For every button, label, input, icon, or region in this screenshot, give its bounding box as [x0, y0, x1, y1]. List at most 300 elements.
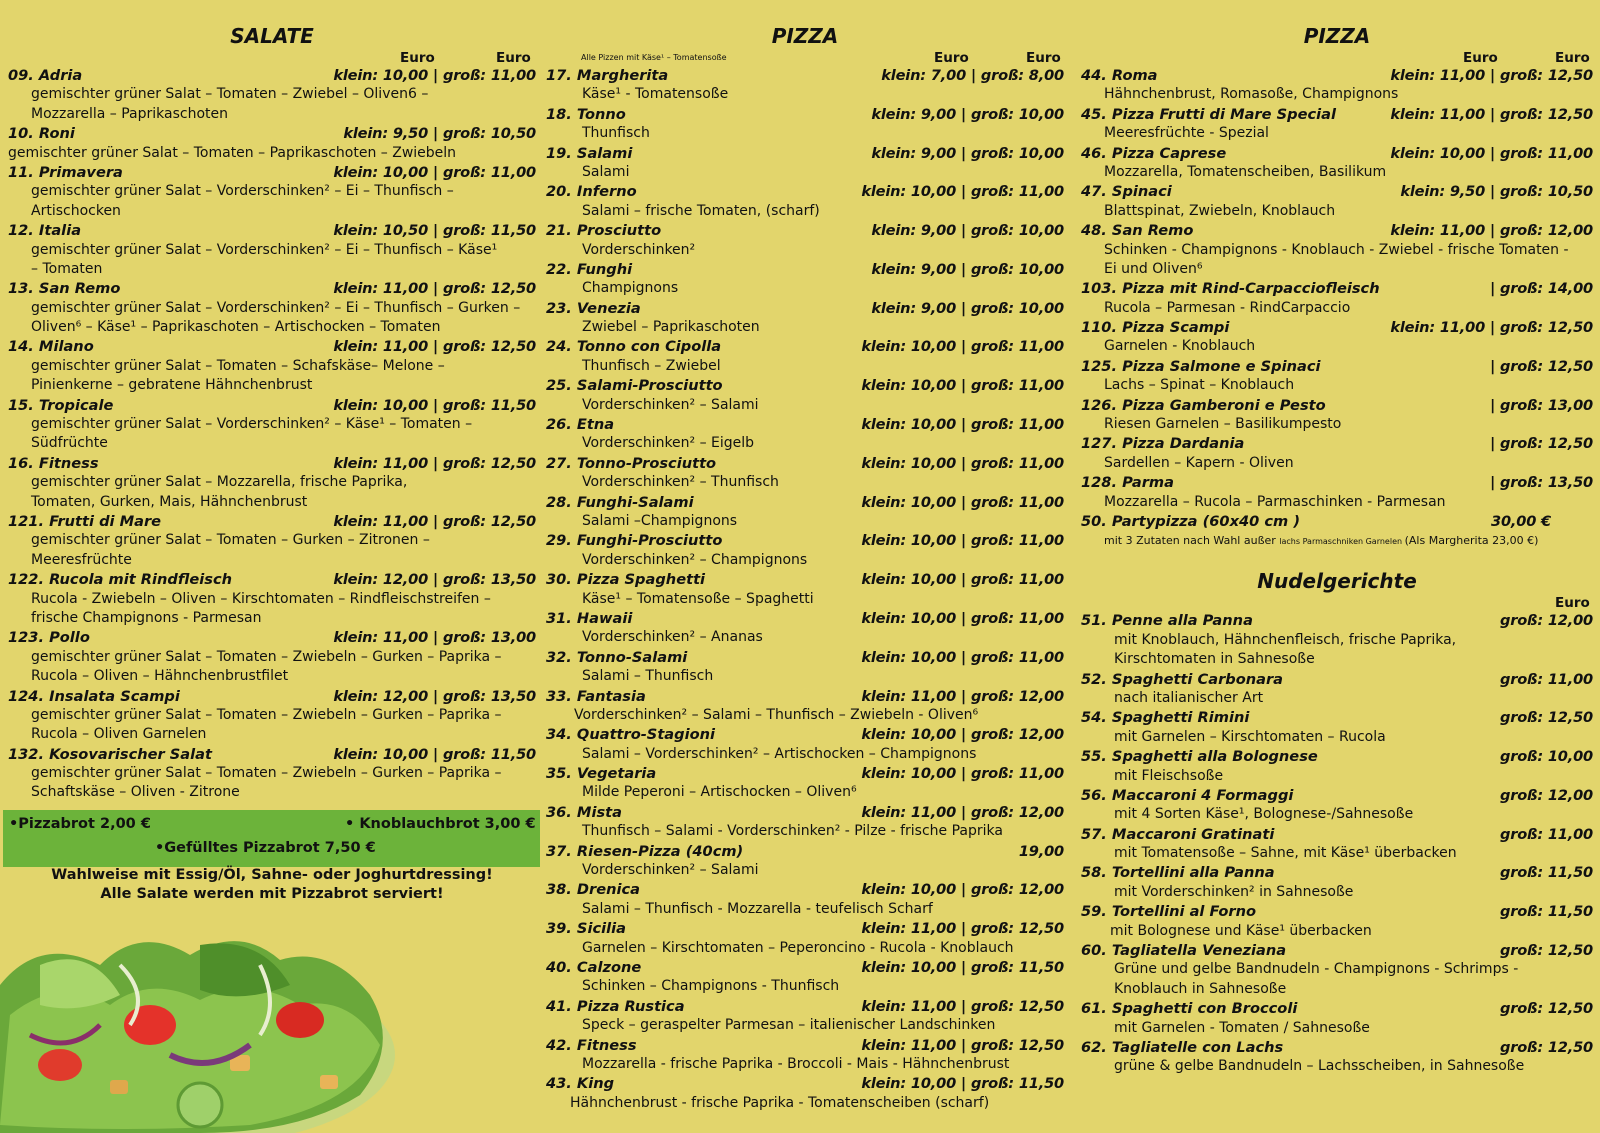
menu-item: [546, 880, 1064, 919]
item-description: Salami: [582, 163, 630, 180]
menu-item: [8, 570, 536, 628]
menu-item: [1081, 708, 1593, 747]
item-description: mit Garnelen - Tomaten / Sahnesoße: [1114, 1019, 1370, 1036]
item-name: 23. Venezia: [546, 299, 641, 317]
item-price: | groß: 12,50: [1489, 357, 1593, 375]
menu-item: [8, 279, 536, 337]
menu-item: [8, 396, 536, 454]
item-name: 18. Tonno: [546, 105, 626, 123]
menu-item: [1081, 902, 1593, 941]
item-price: klein: 9,00 | groß: 10,00: [871, 222, 1064, 240]
item-price: klein: 9,00 | groß: 10,00: [871, 260, 1064, 278]
menu-item: [1081, 279, 1593, 318]
item-description: – Tomaten: [31, 260, 103, 277]
item-price: klein: 11,00 | groß: 12,00: [1390, 222, 1593, 240]
item-description: Käse¹ – Tomatensoße – Spaghetti: [582, 590, 814, 607]
item-description: gemischter grüner Salat – Tomaten – Paprikaschoten – Zwiebeln: [8, 144, 457, 161]
menu-item: [1081, 941, 1593, 999]
item-description: Meeresfrüchte: [31, 551, 132, 568]
item-price: klein: 10,00 | groß: 11,50: [861, 958, 1064, 976]
pizza1-currency-row: [546, 50, 1064, 66]
menu-item: [546, 648, 1064, 687]
menu-item: [8, 745, 536, 803]
menu-item: [546, 803, 1064, 842]
item-price: klein: 10,00 | groß: 11,00: [861, 454, 1064, 472]
item-description: Sardellen – Kapern - Oliven: [1104, 454, 1294, 471]
item-price: klein: 11,00 | groß: 12,50: [1390, 105, 1593, 123]
pizza2-list: [1081, 66, 1593, 512]
menu-item: [546, 105, 1064, 144]
item-price: groß: 11,50: [1499, 903, 1593, 921]
item-price: klein: 9,50 | groß: 10,50: [1400, 183, 1593, 201]
dressing-line-1: Wahlweise mit Essig/Öl, Sahne- oder Joghurtdressing!: [51, 867, 493, 883]
item-price: klein: 11,00 | groß: 12,50: [1390, 67, 1593, 84]
salate-column: [8, 22, 536, 803]
menu-item: [1081, 999, 1593, 1038]
menu-item: [546, 997, 1064, 1036]
item-description: Zwiebel – Paprikaschoten: [582, 319, 760, 336]
item-price: groß: 12,50: [1499, 709, 1593, 727]
item-price: | groß: 13,00: [1489, 396, 1593, 414]
item-description: gemischter grüner Salat – Tomaten – Zwiebel – Oliven6 –: [31, 86, 429, 103]
item-price: klein: 10,00 | groß: 11,00: [861, 183, 1064, 201]
item-price: klein: 10,00 | groß: 11,00: [861, 377, 1064, 395]
menu-item: [8, 687, 536, 745]
item-name: 55. Spaghetti alla Bolognese: [1081, 748, 1318, 766]
item-name: 39. Sicilia: [546, 920, 626, 938]
menu-item: [1081, 1038, 1593, 1077]
item-description: mit Knoblauch, Hähnchenfleisch, frische Paprika,: [1114, 631, 1457, 648]
item-price: klein: 11,00 | groß: 12,50: [861, 1036, 1064, 1054]
pizza-column-1: [546, 22, 1064, 1113]
item-description: Salami – Thunfisch: [582, 668, 714, 685]
item-name: 126. Pizza Gamberoni e Pesto: [1081, 396, 1326, 414]
item-price: groß: 12,50: [1499, 1038, 1593, 1056]
item-price: klein: 10,00 | groß: 11,00: [861, 493, 1064, 511]
item-price: klein: 9,00 | groß: 10,00: [871, 144, 1064, 162]
menu-item: [546, 570, 1064, 609]
item-price: groß: 12,00: [1499, 786, 1593, 804]
menu-item: [8, 337, 536, 395]
menu-item: [1081, 396, 1593, 435]
menu-item: [546, 337, 1064, 376]
party-note-c: (Als Margherita 23,00 €): [1404, 534, 1539, 548]
item-description: Champignons: [582, 280, 679, 297]
item-description: Kirschtomaten in Sahnesoße: [1114, 651, 1315, 668]
item-description: Rucola – Oliven – Hähnchenbrustfilet: [31, 668, 289, 685]
menu-item: [1081, 182, 1593, 221]
item-price: | groß: 13,50: [1489, 474, 1593, 492]
item-description: gemischter grüner Salat – Tomaten – Zwiebeln – Gurken – Paprika –: [31, 706, 502, 723]
item-name: 21. Prosciutto: [546, 222, 662, 240]
item-description: Milde Peperoni – Artischocken – Oliven⁶: [582, 784, 857, 801]
item-price: klein: 12,00 | groß: 13,50: [333, 687, 536, 705]
item-price: klein: 11,00 | groß: 12,50: [861, 997, 1064, 1015]
salad-image: [0, 905, 400, 1133]
item-name: 45. Pizza Frutti di Mare Special: [1081, 105, 1336, 123]
item-description: gemischter grüner Salat – Mozzarella, frische Paprika,: [31, 474, 408, 491]
item-price: groß: 12,50: [1499, 942, 1593, 960]
item-name: 127. Pizza Dardania: [1081, 435, 1245, 453]
item-name: 62. Tagliatelle con Lachs: [1081, 1038, 1284, 1056]
item-name: 10. Roni: [8, 125, 75, 143]
item-name: 24. Tonno con Cipolla: [546, 338, 722, 356]
item-price: groß: 12,50: [1499, 1000, 1593, 1018]
item-price: klein: 11,00 | groß: 12,50: [333, 454, 536, 472]
item-price: | groß: 14,00: [1489, 280, 1593, 298]
menu-item: [546, 919, 1064, 958]
item-description: Vorderschinken² – Eigelb: [582, 435, 755, 452]
item-price: klein: 10,00 | groß: 12,00: [861, 881, 1064, 899]
currency-label-large: Euro: [1555, 50, 1590, 66]
menu-item: [546, 609, 1064, 648]
item-description: Ei und Oliven⁶: [1104, 260, 1203, 277]
menu-item: [1081, 863, 1593, 902]
item-name: 40. Calzone: [546, 958, 642, 976]
item-name: 54. Spaghetti Rimini: [1081, 709, 1250, 727]
item-price: | groß: 12,50: [1489, 435, 1593, 453]
item-name: 59. Tortellini al Forno: [1081, 903, 1256, 921]
menu-item: [546, 66, 1064, 105]
salate-currency-row: [8, 50, 536, 66]
item-name: 50. Partypizza (60x40 cm ): [1081, 512, 1300, 530]
item-name: 11. Primavera: [8, 163, 123, 181]
item-name: 37. Riesen-Pizza (40cm): [546, 842, 744, 860]
currency-label-large: Euro: [1026, 50, 1061, 66]
item-price: klein: 10,00 | groß: 11,00: [861, 609, 1064, 627]
item-name: 12. Italia: [8, 222, 82, 240]
menu-item-partypizza: [1081, 512, 1593, 551]
menu-item: [546, 1074, 1064, 1113]
currency-label-small: Euro: [934, 50, 969, 66]
menu-item: [546, 842, 1064, 881]
menu-item: [546, 1036, 1064, 1075]
party-note-b: lachs Parmaschniken Garnelen: [1279, 537, 1405, 547]
item-description: Pinienkerne – gebratene Hähnchenbrust: [31, 377, 313, 394]
item-price: klein: 11,00 | groß: 12,50: [861, 920, 1064, 938]
menu-item: [8, 66, 536, 124]
item-description: Käse¹ - Tomatensoße: [582, 86, 729, 103]
menu-item: [8, 512, 536, 570]
item-price: klein: 10,00 | groß: 12,00: [861, 726, 1064, 744]
item-price: klein: 10,00 | groß: 11,50: [333, 745, 536, 763]
item-description: Garnelen - Knoblauch: [1104, 338, 1256, 355]
item-price: klein: 10,00 | groß: 11,50: [861, 1075, 1064, 1093]
item-price: klein: 10,00 | groß: 11,00: [861, 648, 1064, 666]
item-name: 32. Tonno-Salami: [546, 648, 688, 666]
item-price: groß: 10,00: [1499, 748, 1593, 766]
item-description: Speck – geraspelter Parmesan – italienischer Landschinken: [582, 1017, 996, 1034]
item-description: gemischter grüner Salat – Tomaten – Gurken – Zitronen –: [31, 532, 430, 549]
menu-item: [1081, 144, 1593, 183]
item-name: 33. Fantasia: [546, 687, 646, 705]
item-description: Vorderschinken² – Salami: [582, 862, 759, 879]
menu-item: [546, 221, 1064, 260]
item-description: gemischter grüner Salat – Tomaten – Zwiebeln – Gurken – Paprika –: [31, 648, 502, 665]
item-description: Thunfisch – Salami - Vorderschinken² - Pilze - frische Paprika: [582, 823, 1003, 840]
bread-pizzabrot: •Pizzabrot 2,00 €: [9, 816, 151, 832]
item-description: Vorderschinken² – Thunfisch: [582, 474, 779, 491]
item-description: Lachs – Spinat – Knoblauch: [1104, 377, 1295, 394]
dressing-note: [8, 866, 536, 904]
item-name: 52. Spaghetti Carbonara: [1081, 670, 1284, 688]
item-description: nach italianischer Art: [1114, 689, 1264, 706]
item-description: Vorderschinken² – Salami: [582, 396, 759, 413]
item-name: 56. Maccaroni 4 Formaggi: [1081, 786, 1294, 804]
item-description: Vorderschinken² – Champignons: [582, 551, 808, 568]
item-name: 09. Adria: [8, 67, 83, 84]
item-description: gemischter grüner Salat – Vorderschinken² – Ei – Thunfisch –: [31, 183, 454, 200]
item-price: 30,00 €: [1491, 512, 1551, 530]
item-name: 35. Vegetaria: [546, 765, 657, 783]
currency-label-large: Euro: [496, 50, 531, 66]
item-price: klein: 10,50 | groß: 11,50: [333, 222, 536, 240]
item-name: 132. Kosovarischer Salat: [8, 745, 212, 763]
pizza-note: Alle Pizzen mit Käse¹ – Tomatensoße: [581, 53, 727, 62]
item-description: gemischter grüner Salat – Tomaten – Schafskäse– Melone –: [31, 357, 445, 374]
item-description: Rucola – Parmesan - RindCarpaccio: [1104, 299, 1351, 316]
item-description: Grüne und gelbe Bandnudeln - Champignons - Schrimps -: [1114, 961, 1519, 978]
menu-item: [1081, 66, 1593, 105]
item-description: Hähnchenbrust, Romasoße, Champignons: [1104, 86, 1399, 103]
menu-item: [1081, 473, 1593, 512]
item-name: 31. Hawaii: [546, 609, 633, 627]
party-note-a: mit 3 Zutaten nach Wahl außer: [1104, 534, 1280, 548]
item-name: 36. Mista: [546, 803, 622, 821]
menu-item: [1081, 318, 1593, 357]
item-description: gemischter grüner Salat – Vorderschinken² – Ei – Thunfisch – Käse¹: [31, 241, 498, 258]
item-description: Rucola – Oliven Garnelen: [31, 726, 207, 743]
item-name: 30. Pizza Spaghetti: [546, 571, 706, 589]
item-name: 42. Fitness: [546, 1036, 637, 1054]
item-name: 26. Etna: [546, 416, 615, 434]
menu-item: [546, 531, 1064, 570]
menu-item: [1081, 357, 1593, 396]
salate-list: [8, 66, 536, 803]
item-price: groß: 11,00: [1499, 825, 1593, 843]
item-name: 60. Tagliatella Veneziana: [1081, 942, 1287, 960]
item-price: klein: 11,00 | groß: 13,00: [333, 629, 536, 647]
item-description: mit 4 Sorten Käse¹, Bolognese-/Sahnesoße: [1114, 806, 1414, 823]
item-description: mit Bolognese und Käse¹ überbacken: [1110, 922, 1372, 939]
currency-label-small: Euro: [1463, 50, 1498, 66]
menu-item: [546, 260, 1064, 299]
item-price: klein: 10,00 | groß: 11,50: [333, 396, 536, 414]
item-description: Mozzarella, Tomatenscheiben, Basilikum: [1104, 163, 1387, 180]
item-description: Mozzarella - frische Paprika - Broccoli - Mais - Hähnchenbrust: [582, 1055, 1010, 1072]
item-name: 28. Funghi-Salami: [546, 493, 694, 511]
item-description: Schaftskäse – Oliven - Zitrone: [31, 784, 240, 801]
menu-item: [546, 764, 1064, 803]
item-price: klein: 11,00 | groß: 12,50: [333, 280, 536, 298]
item-description: gemischter grüner Salat – Vorderschinken² – Ei – Thunfisch – Gurken –: [31, 299, 521, 316]
item-price: klein: 9,00 | groß: 10,00: [871, 299, 1064, 317]
item-description: Thunfisch: [582, 125, 650, 142]
item-price: klein: 7,00 | groß: 8,00: [881, 67, 1064, 84]
item-name: 123. Pollo: [8, 629, 90, 647]
item-description: Vorderschinken² – Ananas: [582, 629, 763, 646]
menu-item: [8, 124, 536, 163]
salate-title: SALATE: [230, 24, 314, 48]
pizza1-list: [546, 66, 1064, 1113]
item-name: 25. Salami-Prosciutto: [546, 377, 723, 395]
menu-item: [546, 415, 1064, 454]
menu-item: [1081, 221, 1593, 279]
item-name: 29. Funghi-Prosciutto: [546, 532, 723, 550]
menu-item: [1081, 434, 1593, 473]
item-name: 122. Rucola mit Rindfleisch: [8, 571, 232, 589]
menu-item: [1081, 670, 1593, 709]
item-description: Artischocken: [31, 202, 121, 219]
menu-item: [546, 299, 1064, 338]
item-name: 46. Pizza Caprese: [1081, 144, 1227, 162]
item-description: Tomaten, Gurken, Mais, Hähnchenbrust: [31, 493, 308, 510]
item-description: Mozzarella – Paprikaschoten: [31, 105, 229, 122]
item-name: 41. Pizza Rustica: [546, 997, 685, 1015]
pizza2-currency-row: [1081, 50, 1593, 66]
item-description: gemischter grüner Salat – Tomaten – Zwiebeln – Gurken – Paprika –: [31, 765, 502, 782]
item-price: klein: 10,00 | groß: 11,00: [333, 67, 536, 84]
item-name: 44. Roma: [1081, 67, 1158, 84]
item-name: 125. Pizza Salmone e Spinaci: [1081, 357, 1321, 375]
item-description: mit Vorderschinken² in Sahnesoße: [1114, 883, 1354, 900]
menu-item: [8, 221, 536, 279]
item-price: klein: 10,00 | groß: 11,00: [861, 532, 1064, 550]
item-description: Oliven⁶ – Käse¹ – Paprikaschoten – Artischocken – Tomaten: [31, 319, 441, 336]
item-price: klein: 10,00 | groß: 11,00: [861, 416, 1064, 434]
item-description: Knoblauch in Sahnesoße: [1114, 980, 1287, 997]
item-price: groß: 11,00: [1499, 670, 1593, 688]
menu-item: [1081, 611, 1593, 669]
item-description: grüne & gelbe Bandnudeln – Lachsscheiben, in Sahnesoße: [1114, 1058, 1525, 1075]
item-description: Salami – Vorderschinken² – Artischocken – Champignons: [582, 745, 977, 762]
currency-label: Euro: [1555, 595, 1590, 612]
item-description: Schinken - Champignons - Knoblauch - Zwiebel - frische Tomaten -: [1104, 241, 1569, 258]
item-name: 48. San Remo: [1081, 222, 1194, 240]
item-description: Vorderschinken²: [582, 241, 696, 258]
item-description: Südfrüchte: [31, 435, 108, 452]
item-price: klein: 11,00 | groß: 12,00: [861, 687, 1064, 705]
item-name: 38. Drenica: [546, 881, 641, 899]
item-name: 47. Spinaci: [1081, 183, 1172, 201]
item-price: klein: 10,00 | groß: 11,00: [1390, 144, 1593, 162]
item-name: 58. Tortellini alla Panna: [1081, 864, 1275, 882]
nudel-currency-row: [1081, 595, 1593, 611]
item-name: 121. Frutti di Mare: [8, 512, 162, 530]
item-price: 19,00: [1018, 842, 1064, 860]
item-name: 16. Fitness: [8, 454, 99, 472]
pizza-column-2: [1081, 22, 1593, 1077]
item-description: Mozzarella – Rucola – Parmaschinken - Parmesan: [1104, 493, 1446, 510]
dressing-line-2: Alle Salate werden mit Pizzabrot serviert!: [100, 886, 444, 902]
menu-item: [1081, 105, 1593, 144]
item-name: 57. Maccaroni Gratinati: [1081, 825, 1275, 843]
item-name: 128. Parma: [1081, 474, 1174, 492]
item-description: gemischter grüner Salat – Vorderschinken² – Käse¹ – Tomaten –: [31, 416, 473, 433]
menu-item: [1081, 825, 1593, 864]
menu-item: [546, 725, 1064, 764]
bread-gefuellt: •Gefülltes Pizzabrot 7,50 €: [155, 840, 376, 856]
item-description: Rucola - Zwiebeln – Oliven – Kirschtomaten – Rindfleischstreifen –: [31, 590, 491, 607]
item-name: 103. Pizza mit Rind-Carpacciofleisch: [1081, 280, 1380, 298]
menu-item: [8, 628, 536, 686]
menu-item: [8, 454, 536, 512]
item-description: Meeresfrüchte - Spezial: [1104, 125, 1269, 142]
item-description: mit Garnelen – Kirschtomaten – Rucola: [1114, 728, 1386, 745]
item-description: Vorderschinken² – Salami – Thunfisch – Zwiebeln - Oliven⁶: [574, 706, 979, 723]
item-description: mit Tomatensoße – Sahne, mit Käse¹ überbacken: [1114, 845, 1457, 862]
item-description: Riesen Garnelen – Basilikumpesto: [1104, 416, 1342, 433]
partypizza-note: [1081, 531, 1593, 551]
nudel-title: Nudelgerichte: [1257, 569, 1417, 594]
item-price: klein: 9,00 | groß: 10,00: [871, 105, 1064, 123]
item-price: groß: 12,00: [1499, 612, 1593, 630]
item-description: Salami –Champignons: [582, 512, 738, 529]
item-name: 34. Quattro-Stagioni: [546, 726, 716, 744]
bread-box: [3, 810, 540, 867]
item-name: 110. Pizza Scampi: [1081, 319, 1230, 337]
menu-item: [546, 687, 1064, 726]
item-name: 124. Insalata Scampi: [8, 687, 180, 705]
item-description: Garnelen – Kirschtomaten – Peperoncino - Rucola - Knoblauch: [582, 939, 1014, 956]
item-description: frische Champignons - Parmesan: [31, 609, 262, 626]
menu-item: [546, 493, 1064, 532]
pizza-title-1: PIZZA: [771, 24, 839, 48]
item-description: Schinken – Champignons - Thunfisch: [582, 978, 840, 995]
menu-item: [546, 958, 1064, 997]
item-description: Thunfisch – Zwiebel: [582, 357, 721, 374]
item-name: 14. Milano: [8, 338, 94, 356]
item-price: klein: 10,00 | groß: 11,00: [333, 163, 536, 181]
item-name: 15. Tropicale: [8, 396, 114, 414]
menu-item: [546, 182, 1064, 221]
item-description: Salami – Thunfisch - Mozzarella - teufelisch Scharf: [582, 900, 933, 917]
item-description: mit Fleischsoße: [1114, 767, 1224, 784]
menu-item: [1081, 747, 1593, 786]
item-price: klein: 11,00 | groß: 12,00: [861, 803, 1064, 821]
item-name: 19. Salami: [546, 144, 633, 162]
item-name: 51. Penne alla Panna: [1081, 612, 1253, 630]
item-price: klein: 9,50 | groß: 10,50: [343, 125, 536, 143]
item-price: klein: 11,00 | groß: 12,50: [1390, 319, 1593, 337]
item-price: klein: 10,00 | groß: 11,00: [861, 338, 1064, 356]
menu-item: [546, 376, 1064, 415]
nudel-list: [1081, 611, 1593, 1076]
menu-item: [546, 144, 1064, 183]
currency-label-small: Euro: [400, 50, 435, 66]
menu-item: [1081, 786, 1593, 825]
item-description: Hähnchenbrust - frische Paprika - Tomatenscheiben (scharf): [570, 1094, 990, 1111]
item-name: 20. Inferno: [546, 183, 637, 201]
item-description: Salami – frische Tomaten, (scharf): [582, 202, 820, 219]
bread-knoblauchbrot: • Knoblauchbrot 3,00 €: [345, 816, 536, 832]
item-price: klein: 10,00 | groß: 11,00: [861, 765, 1064, 783]
item-price: klein: 10,00 | groß: 11,00: [861, 571, 1064, 589]
menu-item: [546, 454, 1064, 493]
item-name: 27. Tonno-Prosciutto: [546, 454, 717, 472]
item-description: Blattspinat, Zwiebeln, Knoblauch: [1104, 202, 1336, 219]
item-name: 22. Funghi: [546, 260, 633, 278]
menu-item: [8, 163, 536, 221]
item-name: 13. San Remo: [8, 280, 121, 298]
item-price: klein: 12,00 | groß: 13,50: [333, 571, 536, 589]
item-price: klein: 11,00 | groß: 12,50: [333, 512, 536, 530]
item-price: groß: 11,50: [1499, 864, 1593, 882]
item-price: klein: 11,00 | groß: 12,50: [333, 338, 536, 356]
item-name: 17. Margherita: [546, 67, 669, 84]
item-name: 61. Spaghetti con Broccoli: [1081, 1000, 1298, 1018]
item-name: 43. King: [546, 1075, 615, 1093]
